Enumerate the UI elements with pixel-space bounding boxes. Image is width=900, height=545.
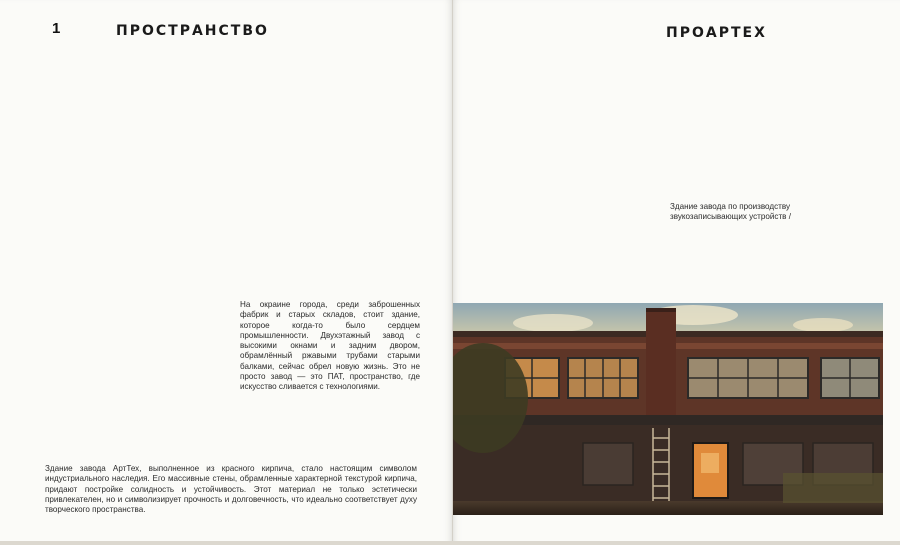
page-bottom-edge (0, 541, 900, 545)
grass (783, 473, 883, 503)
factory-photo (453, 303, 883, 515)
courtyard-ground (453, 501, 883, 515)
factory-illustration (453, 303, 883, 515)
cloud (513, 314, 593, 332)
page-title-left: ПРОСТРАНСТВО (116, 23, 269, 39)
cloud (793, 318, 853, 332)
paragraph-brick: Здание завода АртТех, выполненное из красного кирпича, стало настоящим символом индустриального наследия. Его массивные стены, обрамленные характерной текстурой кирпича, придают постройке солидность и устойчивость. Этот материал не только эстетически привлекателен, но и символизирует прочность и долговечность, что идеально соответствует духу творческого пространства. (45, 464, 417, 515)
rusty-chimney (646, 308, 676, 418)
page-title-right: ПРОАРТЕХ (666, 25, 767, 41)
paragraph-intro: На окраине города, среди заброшенных фабрик и старых складов, стоит здание, которое когда-то было сердцем промышленности. Двухэтажный завод с высокими окнами и задним двором, обрамлённый ржавыми трубами старыми балками, сейчас обрел новую жизнь. Это не просто завод — это ПАТ, пространство, где искусство сливается с технологиями. (240, 300, 420, 392)
page-number: 1 (52, 20, 61, 37)
photo-caption: Здание завода по производству звукозаписывающих устройств / (670, 202, 791, 222)
right-page (453, 0, 900, 545)
